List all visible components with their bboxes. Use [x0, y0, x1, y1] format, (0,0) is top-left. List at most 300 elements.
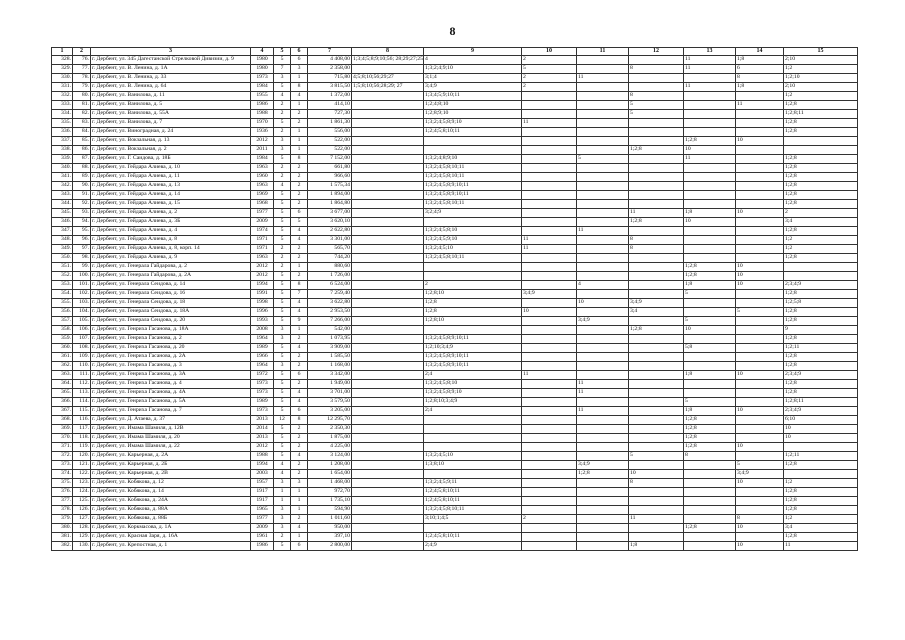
table-row: [52, 452, 858, 461]
cell-floors: 5: [274, 317, 291, 326]
cell-item-number: 113.: [73, 389, 91, 398]
cell-row-number: 374.: [52, 470, 73, 479]
cell-works-2018: [629, 128, 684, 137]
cell-year-built: 1989: [251, 398, 274, 407]
cell-works-2017: [577, 308, 629, 317]
cell-works-2016: [522, 191, 577, 200]
cell-year-built: 1955: [251, 92, 274, 101]
cell-works-2016: [522, 452, 577, 461]
cell-item-number: 106.: [73, 326, 91, 335]
cell-area: 556,00: [308, 128, 352, 137]
table-row: [52, 407, 858, 416]
cell-year-built: 1966: [251, 353, 274, 362]
cell-entrances: 1: [291, 128, 308, 137]
table-row: [52, 371, 858, 380]
cell-works-2018: [629, 416, 684, 425]
table-row: [52, 533, 858, 542]
cell-area: 397,10: [308, 533, 352, 542]
cell-works-2015: 4: [424, 56, 522, 65]
cell-works-2019: 5: [684, 317, 736, 326]
cell-item-number: 127.: [73, 515, 91, 524]
cell-works-2019: [684, 182, 736, 191]
cell-works-2020: [736, 326, 784, 335]
cell-item-number: 91.: [73, 191, 91, 200]
cell-works-2019: 11: [684, 65, 736, 74]
cell-address: г. Дербент, ул. Генерала Сеидова, д. 20: [91, 317, 251, 326]
cell-row-number: 356.: [52, 308, 73, 317]
cell-works-list: [352, 362, 424, 371]
cell-works-2016: [522, 137, 577, 146]
cell-works-2019: 11: [684, 56, 736, 65]
cell-area: 3 909,00: [308, 344, 352, 353]
cell-works-2016: 10: [522, 308, 577, 317]
cell-address: г. Дербент, ул. Кобякова, д. 88А: [91, 506, 251, 515]
cell-works-2018: [629, 371, 684, 380]
cell-works-2019: [684, 245, 736, 254]
cell-year-built: 1986: [251, 542, 274, 551]
cell-works-2018: [629, 281, 684, 290]
cell-floors: 4: [274, 470, 291, 479]
cell-works-list: [352, 434, 424, 443]
cell-entrances: 1: [291, 74, 308, 83]
cell-works-2017: 1;2;8: [577, 470, 629, 479]
cell-item-number: 83.: [73, 119, 91, 128]
cell-address: г. Дербент, ул. Гейдара Алиева, д. 14: [91, 191, 251, 200]
cell-works-2020: 10: [736, 272, 784, 281]
cell-floors: 2: [274, 533, 291, 542]
cell-works-2019: [684, 236, 736, 245]
cell-works-2015: 1;2;4;5;8;10;11: [424, 128, 522, 137]
column-header: 2: [73, 48, 91, 56]
cell-year-built: 1974: [251, 227, 274, 236]
cell-address: г. Дербент, ул. Генриха Гасанова, д. 7: [91, 407, 251, 416]
cell-item-number: 120.: [73, 452, 91, 461]
cell-address: г. Дербент, ул. Гейдара Алиева, д. 2: [91, 209, 251, 218]
table-row: [52, 389, 858, 398]
cell-area: 3 301,00: [308, 236, 352, 245]
cell-address: г. Дербент, ул. Генерала Гайдарова, д. 2А: [91, 272, 251, 281]
cell-address: г. Дербент, ул. Кобякова, д. 24А: [91, 497, 251, 506]
cell-floors: 3: [274, 146, 291, 155]
cell-works-2020: [736, 452, 784, 461]
cell-works-2016: [522, 497, 577, 506]
cell-item-number: 98.: [73, 254, 91, 263]
cell-works-2017: [577, 443, 629, 452]
cell-address: г. Дербент, ул. Генриха Гасанова, д. 3: [91, 362, 251, 371]
cell-works-2020: [736, 173, 784, 182]
cell-item-number: 119.: [73, 443, 91, 452]
cell-works-2018: 8: [629, 479, 684, 488]
cell-works-2020: [736, 191, 784, 200]
cell-works-2015: 1;3;2;4;9;10: [424, 65, 522, 74]
cell-works-2021: [784, 272, 858, 281]
cell-works-list: [352, 236, 424, 245]
cell-works-2015: [424, 524, 522, 533]
cell-works-2015: 1;2;8;10;3;4;9: [424, 398, 522, 407]
cell-year-built: 2008: [251, 326, 274, 335]
cell-entrances: 4: [291, 389, 308, 398]
cell-works-2020: [736, 128, 784, 137]
cell-works-2015: 1;2;8;10: [424, 317, 522, 326]
column-header: 5: [274, 48, 291, 56]
table-row: [52, 470, 858, 479]
table-row: [52, 65, 858, 74]
cell-works-2021: 1;2;8: [784, 317, 858, 326]
cell-works-2021: [784, 137, 858, 146]
cell-entrances: 4: [291, 92, 308, 101]
cell-item-number: 96.: [73, 236, 91, 245]
cell-works-list: [352, 155, 424, 164]
cell-works-2018: 11: [629, 515, 684, 524]
cell-works-2018: 8: [629, 65, 684, 74]
cell-works-2018: [629, 533, 684, 542]
cell-works-2020: [736, 398, 784, 407]
cell-row-number: 328.: [52, 56, 73, 65]
cell-works-list: [352, 344, 424, 353]
cell-address: г. Дербент, ул. Кобякова, д. 12: [91, 479, 251, 488]
cell-row-number: 360.: [52, 344, 73, 353]
cell-year-built: 1988: [251, 452, 274, 461]
cell-floors: 3: [274, 137, 291, 146]
cell-item-number: 128.: [73, 524, 91, 533]
cell-area: 7 266,00: [308, 317, 352, 326]
table-row: [52, 299, 858, 308]
cell-works-2019: [684, 299, 736, 308]
cell-area: 661,80: [308, 164, 352, 173]
cell-row-number: 343.: [52, 191, 73, 200]
cell-works-2020: [736, 200, 784, 209]
cell-year-built: 2013: [251, 416, 274, 425]
cell-year-built: 2012: [251, 272, 274, 281]
cell-works-2017: [577, 353, 629, 362]
table-row: [52, 173, 858, 182]
cell-works-2017: [577, 119, 629, 128]
cell-works-2017: [577, 506, 629, 515]
cell-works-2017: [577, 425, 629, 434]
cell-floors: 3: [274, 479, 291, 488]
cell-row-number: 336.: [52, 128, 73, 137]
cell-works-2019: [684, 488, 736, 497]
cell-works-2017: [577, 542, 629, 551]
cell-entrances: 6: [291, 542, 308, 551]
cell-works-2015: 2;4;9: [424, 542, 522, 551]
cell-works-2018: [629, 443, 684, 452]
table-row: [52, 335, 858, 344]
cell-entrances: 2: [291, 119, 308, 128]
cell-item-number: 77.: [73, 65, 91, 74]
cell-floors: 5: [274, 452, 291, 461]
cell-works-2020: 6: [736, 65, 784, 74]
cell-works-2017: [577, 452, 629, 461]
cell-works-2021: 2: [784, 209, 858, 218]
cell-works-2021: 1;2;8: [784, 128, 858, 137]
cell-area: 950,00: [308, 524, 352, 533]
cell-item-number: 87.: [73, 155, 91, 164]
cell-item-number: 123.: [73, 479, 91, 488]
cell-works-list: [352, 407, 424, 416]
cell-works-2016: [522, 326, 577, 335]
cell-works-2016: [522, 209, 577, 218]
cell-year-built: 2013: [251, 434, 274, 443]
cell-year-built: 1968: [251, 200, 274, 209]
table-row: [52, 191, 858, 200]
cell-row-number: 371.: [52, 443, 73, 452]
cell-works-2017: [577, 218, 629, 227]
cell-works-2021: 1;2: [784, 245, 858, 254]
table-row: [52, 362, 858, 371]
cell-row-number: 351.: [52, 263, 73, 272]
cell-entrances: 2: [291, 110, 308, 119]
cell-works-2019: [684, 479, 736, 488]
cell-works-2018: [629, 434, 684, 443]
cell-row-number: 382.: [52, 542, 73, 551]
page-number: 8: [449, 24, 456, 38]
cell-works-2015: 1;3;2;4;5;8;10: [424, 227, 522, 236]
cell-works-list: [352, 218, 424, 227]
cell-works-2015: 1;3;2;4;5;9;10: [424, 236, 522, 245]
cell-item-number: 103.: [73, 299, 91, 308]
cell-area: 1 073,95: [308, 335, 352, 344]
cell-works-2015: 1;2;10;3;4;9: [424, 344, 522, 353]
cell-item-number: 101.: [73, 281, 91, 290]
housing-register-table: [51, 47, 858, 551]
cell-works-2019: 1;8: [684, 371, 736, 380]
cell-works-2016: [522, 389, 577, 398]
cell-row-number: 369.: [52, 425, 73, 434]
cell-area: 1 875,00: [308, 434, 352, 443]
cell-works-list: [352, 317, 424, 326]
cell-row-number: 331.: [52, 83, 73, 92]
cell-floors: 4: [274, 182, 291, 191]
cell-entrances: 4: [291, 236, 308, 245]
cell-works-2017: [577, 83, 629, 92]
cell-row-number: 370.: [52, 434, 73, 443]
cell-row-number: 365.: [52, 389, 73, 398]
cell-address: г. Дербент, ул. Генриха Гасанова, д. 20: [91, 344, 251, 353]
cell-works-list: [352, 479, 424, 488]
cell-address: г. Дербент, ул. Вокзальная, д. 13: [91, 137, 251, 146]
cell-works-2019: 5: [684, 290, 736, 299]
cell-works-2018: [629, 335, 684, 344]
cell-works-2018: [629, 407, 684, 416]
cell-entrances: 3: [291, 479, 308, 488]
cell-year-built: 1969: [251, 191, 274, 200]
cell-works-2019: 8: [684, 452, 736, 461]
cell-works-2019: 1;2;8: [684, 272, 736, 281]
table-row: [52, 308, 858, 317]
cell-works-2016: [522, 101, 577, 110]
cell-works-2016: [522, 362, 577, 371]
cell-area: 2 800,00: [308, 542, 352, 551]
cell-works-2021: 11: [784, 542, 858, 551]
cell-item-number: 125.: [73, 497, 91, 506]
cell-year-built: 2012: [251, 263, 274, 272]
cell-works-2019: [684, 110, 736, 119]
cell-works-2016: 2: [522, 56, 577, 65]
cell-address: г. Дербент, ул. Генерала Сеидова, д. 14: [91, 281, 251, 290]
cell-works-2018: [629, 155, 684, 164]
cell-row-number: 373.: [52, 461, 73, 470]
table-row: [52, 101, 858, 110]
cell-address: г. Дербент, ул. Генерала Сеидова, д. 18: [91, 299, 251, 308]
cell-works-2020: [736, 146, 784, 155]
cell-area: 1 372,00: [308, 92, 352, 101]
cell-works-2016: [522, 407, 577, 416]
cell-works-list: [352, 515, 424, 524]
cell-entrances: 2: [291, 335, 308, 344]
cell-works-2020: [736, 317, 784, 326]
cell-works-2017: [577, 326, 629, 335]
cell-entrances: 2: [291, 245, 308, 254]
cell-item-number: 110.: [73, 362, 91, 371]
cell-floors: 5: [274, 299, 291, 308]
table-row: [52, 200, 858, 209]
cell-works-2021: 6;10: [784, 416, 858, 425]
column-header: 11: [577, 48, 629, 56]
cell-address: г. Дербент, ул. В. Ленина, д. 64: [91, 83, 251, 92]
cell-works-2018: [629, 83, 684, 92]
table-row: [52, 227, 858, 236]
cell-works-2019: [684, 74, 736, 83]
cell-row-number: 377.: [52, 497, 73, 506]
cell-floors: 5: [274, 389, 291, 398]
cell-works-2018: [629, 353, 684, 362]
cell-area: 7 152,00: [308, 155, 352, 164]
cell-works-2020: 3;4;9: [736, 470, 784, 479]
cell-floors: 3: [274, 362, 291, 371]
cell-item-number: 115.: [73, 407, 91, 416]
cell-row-number: 338.: [52, 146, 73, 155]
cell-item-number: 130.: [73, 542, 91, 551]
cell-works-2018: [629, 182, 684, 191]
cell-item-number: 99.: [73, 263, 91, 272]
cell-year-built: 1972: [251, 371, 274, 380]
cell-works-2018: [629, 524, 684, 533]
column-header: 10: [522, 48, 577, 56]
cell-works-2017: [577, 65, 629, 74]
cell-year-built: 1993: [251, 317, 274, 326]
cell-floors: 1: [274, 497, 291, 506]
cell-works-2015: 1;3;2;4;5;8;10;11: [424, 200, 522, 209]
cell-works-2019: 11: [684, 83, 736, 92]
cell-works-2018: 1;2;8: [629, 326, 684, 335]
cell-area: 966,60: [308, 173, 352, 182]
table-row: [52, 290, 858, 299]
cell-area: 3 342,00: [308, 371, 352, 380]
cell-works-2016: [522, 488, 577, 497]
cell-entrances: 2: [291, 353, 308, 362]
cell-row-number: 348.: [52, 236, 73, 245]
cell-works-list: [352, 254, 424, 263]
cell-row-number: 337.: [52, 137, 73, 146]
cell-works-2015: 1;3;2;4;5;9;11: [424, 479, 522, 488]
cell-area: 2 350,30: [308, 425, 352, 434]
cell-address: г. Дербент, ул. Вокзальная, д. 2: [91, 146, 251, 155]
cell-works-2016: 2: [522, 74, 577, 83]
cell-works-2020: [736, 506, 784, 515]
table-row: [52, 110, 858, 119]
table-row: [52, 497, 858, 506]
cell-item-number: 81.: [73, 101, 91, 110]
cell-works-2020: [736, 119, 784, 128]
cell-works-2019: 1;8: [684, 281, 736, 290]
column-header: 3: [91, 48, 251, 56]
cell-item-number: 94.: [73, 218, 91, 227]
cell-works-2016: [522, 164, 577, 173]
cell-item-number: 129.: [73, 533, 91, 542]
cell-works-list: [352, 416, 424, 425]
cell-address: г. Дербент, ул. Карьерная, д. 2Б: [91, 461, 251, 470]
cell-works-2016: [522, 344, 577, 353]
cell-works-list: [352, 308, 424, 317]
cell-entrances: 1: [291, 137, 308, 146]
table-row: [52, 326, 858, 335]
cell-entrances: 1: [291, 101, 308, 110]
cell-works-list: [352, 92, 424, 101]
cell-works-2016: [522, 461, 577, 470]
table-body: [52, 56, 858, 551]
cell-year-built: 1980: [251, 65, 274, 74]
cell-works-2018: [629, 488, 684, 497]
cell-works-2019: 1;2;8: [684, 434, 736, 443]
cell-area: 3 622,80: [308, 299, 352, 308]
cell-address: г. Дербент, ул. 345 Дагестанской Стрелковой Дивизии, д. 9: [91, 56, 251, 65]
cell-works-2015: [424, 218, 522, 227]
cell-year-built: 1917: [251, 488, 274, 497]
cell-works-2021: 1;2: [784, 92, 858, 101]
cell-works-2017: [577, 488, 629, 497]
cell-year-built: 1984: [251, 83, 274, 92]
cell-works-2016: [522, 425, 577, 434]
cell-floors: 3: [274, 524, 291, 533]
cell-works-2019: [684, 92, 736, 101]
table-row: [52, 119, 858, 128]
cell-area: 1 894,00: [308, 191, 352, 200]
cell-area: 4 225,00: [308, 443, 352, 452]
cell-works-list: [352, 101, 424, 110]
cell-row-number: 354.: [52, 290, 73, 299]
cell-works-2020: [736, 290, 784, 299]
cell-works-list: 1;3;4;5;8;9;10;56; 28;29;27;25: [352, 56, 424, 65]
cell-works-2016: [522, 542, 577, 551]
cell-works-2019: [684, 470, 736, 479]
cell-entrances: 2: [291, 380, 308, 389]
cell-works-2019: [684, 191, 736, 200]
cell-row-number: 352.: [52, 272, 73, 281]
cell-area: 2 953,50: [308, 308, 352, 317]
cell-works-2016: 2: [522, 515, 577, 524]
cell-works-2016: [522, 299, 577, 308]
cell-row-number: 341.: [52, 173, 73, 182]
cell-works-2021: 1;2: [784, 236, 858, 245]
cell-works-2020: [736, 353, 784, 362]
cell-floors: 5: [274, 155, 291, 164]
cell-works-2017: [577, 146, 629, 155]
cell-works-2018: [629, 344, 684, 353]
cell-row-number: 334.: [52, 110, 73, 119]
cell-address: г. Дербент, ул. Гейдара Алиева, д. 11: [91, 173, 251, 182]
cell-address: г. Дербент, ул. Красная Заря, д. 16А: [91, 533, 251, 542]
cell-works-2020: [736, 227, 784, 236]
cell-works-2015: [424, 425, 522, 434]
cell-area: 565,70: [308, 245, 352, 254]
cell-row-number: 380.: [52, 524, 73, 533]
cell-entrances: 4: [291, 227, 308, 236]
cell-entrances: 2: [291, 173, 308, 182]
cell-works-2020: [736, 344, 784, 353]
cell-works-list: [352, 191, 424, 200]
table-row: [52, 488, 858, 497]
